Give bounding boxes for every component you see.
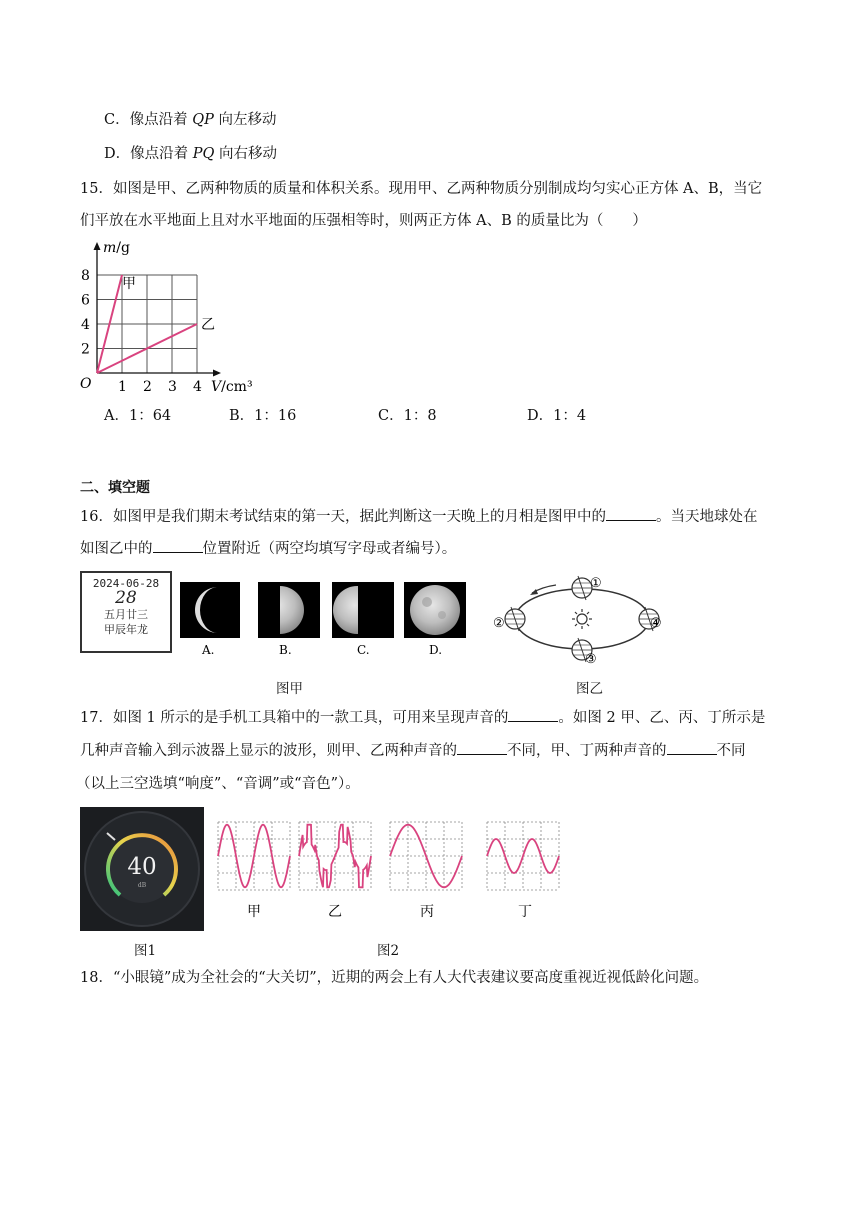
wave-panel [299,822,371,890]
calendar-lunar: 五月廿三 [104,608,148,621]
calendar-box [80,571,172,653]
q17-text-a: 17．如图 1 所示的是手机工具箱中的一款工具，可用来呈现声音的 [80,710,509,726]
y-tick-label: 6 [81,292,90,309]
earth-icon [572,576,592,600]
q17-text-d: 不同，甲、丁两种声音的 [507,743,667,759]
q15-option-d[interactable]: D．1：4 [527,408,587,424]
wave-panel [390,822,462,890]
answer-blank[interactable] [508,707,558,722]
y-axis-arrow [94,242,101,250]
q17-text-c: 几种声音输入到示波器上显示的波形，则甲、乙两种声音的 [80,743,457,759]
option-d-rest: 向右移动 [214,146,277,162]
x-tick-label: 4 [193,379,202,395]
sun-icon [572,609,592,629]
y-tick-label: 8 [81,268,90,284]
q15-text-line2: 们平放在水平地面上且对水平地面的压强相等时，则两正方体 A、B 的质量比为（ ） [80,213,647,229]
q16-text-a: 16．如图甲是我们期末考试结束的第一天，据此判断这一天晚上的月相是图甲中的 [80,509,606,525]
series-label-jia: 甲 [122,276,136,292]
section-title: 二、填空题 [80,480,150,496]
answer-blank[interactable] [457,740,507,755]
orbit-label-4: ④ [650,616,662,631]
wave-label-jia: 甲 [247,904,261,920]
calendar-day: 28 [115,588,137,608]
option-c-text: C．像点沿着 [104,112,193,128]
q16-text-c: 如图乙中的 [80,541,153,557]
option-c-rest: 向左移动 [213,112,277,128]
moon-d-crater [438,611,446,619]
option-d-var: PQ [192,146,215,162]
moon-label-a: A. [202,643,215,657]
moon-label-d: D. [429,643,443,657]
q17-text-line2 [80,740,746,762]
meter-value: 40 [127,854,157,880]
q16-text-b: 。当天地球处在 [655,509,758,525]
wave-panel [218,822,290,890]
orbit-label-2: ② [493,616,505,631]
orbit-label-3: ③ [585,652,597,667]
option-d-text: D．像点沿着 [104,146,193,162]
wave-panel [487,822,559,890]
caption-fig-1: 图1 [134,943,157,959]
moon-phases [180,582,470,662]
q16-text-d: 位置附近（两空均填写字母或者编号）。 [202,541,457,557]
y-tick-label: 4 [81,317,90,333]
y-tick-label: 2 [81,341,90,358]
earth-orbit-diagram [490,573,675,668]
q15-option-a[interactable]: A．1：64 [104,408,172,424]
q17-text-line1 [80,707,765,729]
q17-text-b: 。如图 2 甲、乙、丙、丁所示是 [558,710,766,726]
x-axis-arrow [213,370,221,377]
option-c-var: QP [192,112,214,128]
q17-text-line3: （以上三空选填“响度”、“音调”或“音色”）。 [76,776,360,792]
mass-volume-graph [75,236,275,396]
moon-d-disc [410,585,460,635]
answer-blank[interactable] [667,740,717,755]
x-axis-label: V/cm³ [211,379,253,395]
oscilloscope-waveforms [215,818,565,928]
caption-fig-jia: 图甲 [276,681,303,697]
q14-option-c [104,109,276,131]
caption-fig-yi: 图乙 [576,681,603,697]
earth-icon [505,607,525,631]
moon-label-b: B. [279,643,292,657]
orbit-label-1: ① [590,576,602,591]
wave-label-ding: 丁 [518,904,532,920]
y-axis-label: m/g [103,240,130,256]
moon-label-c: C. [357,643,370,657]
moon-a-image [180,582,240,638]
answer-blank[interactable] [606,506,656,521]
q18-text-line1: 18．“小眼镜”成为全社会的“大关切”，近期的两会上有人大代表建议要高度重视近视低龄化问题。 [80,970,709,986]
q16-text-line2 [80,538,456,560]
q15-option-b[interactable]: B．1：16 [229,408,297,424]
q15-option-c[interactable]: C．1：8 [378,408,437,424]
origin-label: O [80,376,92,392]
moon-d-crater [422,597,432,607]
q15-text-line1: 15．如图是甲、乙两种物质的质量和体积关系。现用甲、乙两种物质分别制成均匀实心正方体 A、B，当它 [80,181,763,197]
x-tick-label: 2 [143,379,152,395]
meter-unit: dB [137,882,147,889]
answer-blank[interactable] [153,538,203,553]
x-tick-label: 3 [168,379,177,395]
calendar-year: 甲辰年龙 [104,623,148,636]
wave-label-bing: 丙 [420,904,434,920]
x-tick-label: 1 [118,379,127,395]
decibel-meter-image [80,807,204,931]
calendar-date: 2024-06-28 [92,577,160,590]
q17-text-e: 不同 [716,743,746,759]
wave-label-yi: 乙 [328,904,342,920]
caption-fig-2: 图2 [377,943,400,959]
series-label-yi: 乙 [201,317,215,333]
q14-option-d [104,143,277,165]
q16-text-line1 [80,506,757,528]
